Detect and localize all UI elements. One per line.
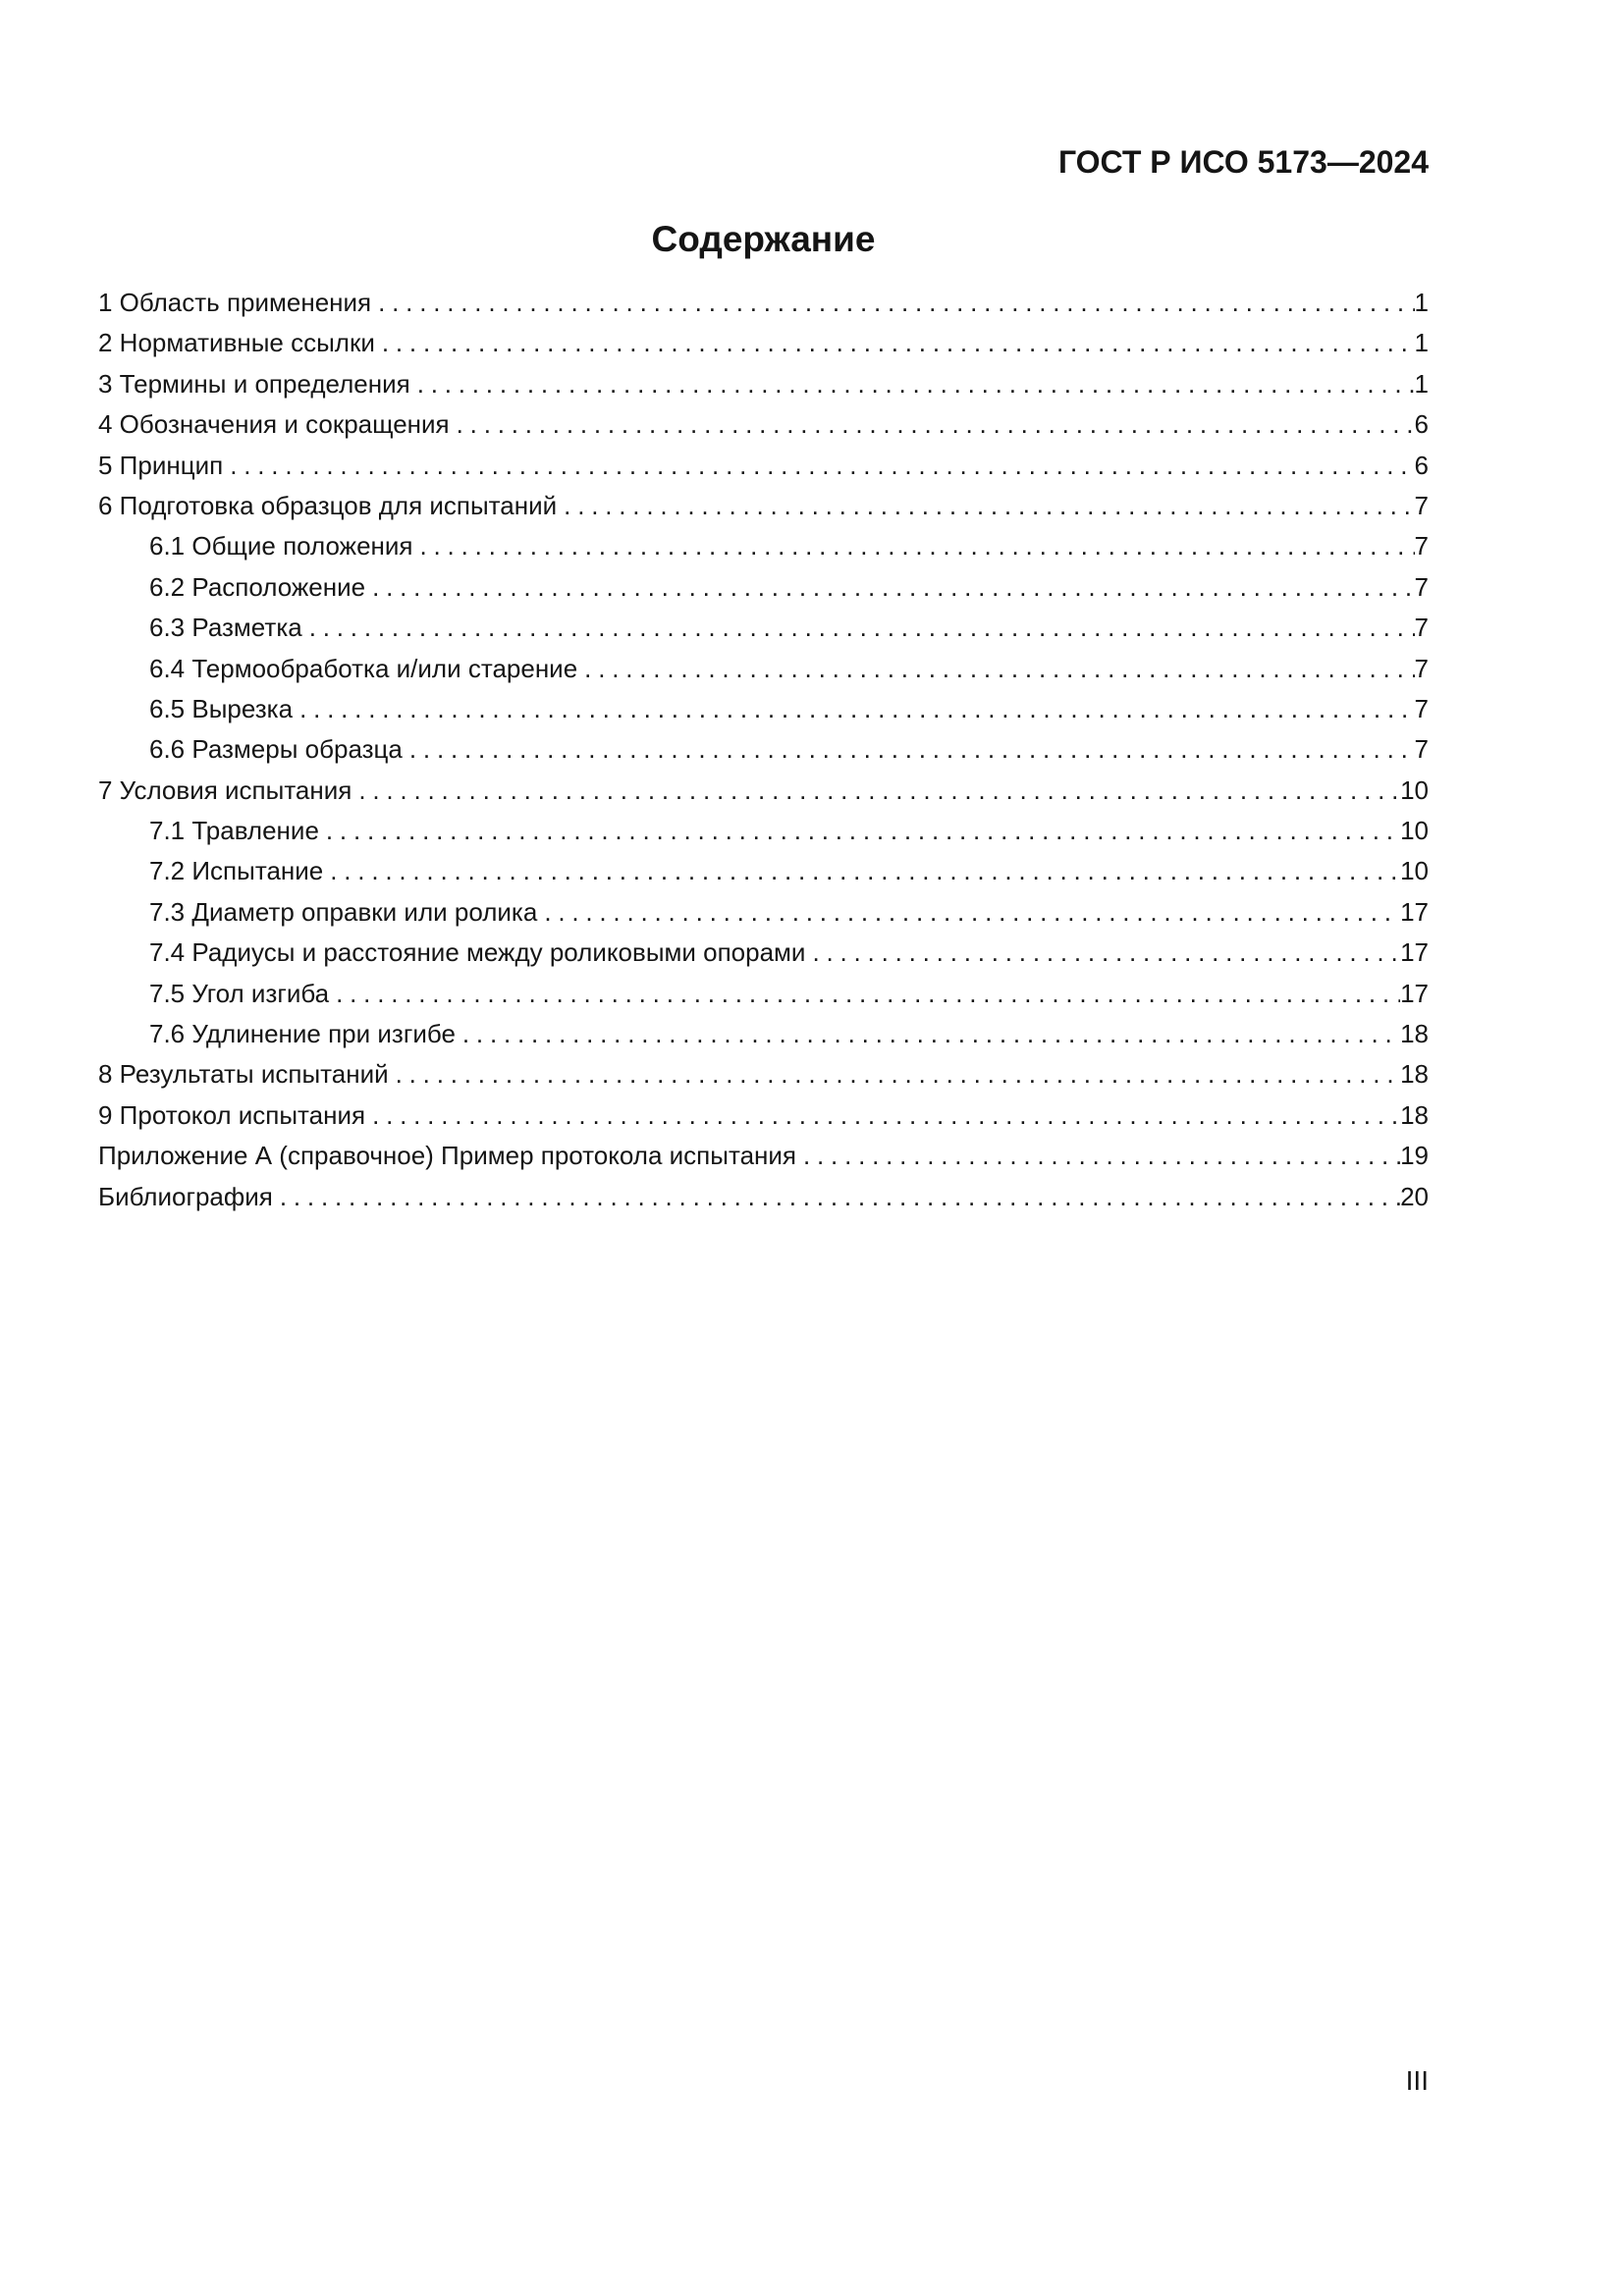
toc-entry xyxy=(98,364,1429,404)
toc-entry-label: 6.1 Общие положения xyxy=(149,531,413,561)
document-header-standard-code: ГОСТ Р ИСО 5173—2024 xyxy=(1057,144,1429,180)
toc-entry xyxy=(98,771,1429,811)
toc-entry-label: 4 Обозначения и сокращения xyxy=(98,409,450,440)
toc-entry-page: 7 xyxy=(1414,653,1429,683)
page-title: Содержание xyxy=(651,219,876,259)
toc-entry-label: 1 Область применения xyxy=(98,288,372,317)
toc-entry-label: 8 Результаты испытаний xyxy=(98,1059,389,1090)
toc-entry-page: 17 xyxy=(1400,896,1429,927)
toc-entry-page: 7 xyxy=(1414,571,1429,602)
toc-entry-label: 6.2 Расположение xyxy=(149,571,366,602)
toc-leader-dots xyxy=(319,811,1400,851)
toc-entry xyxy=(98,892,1429,933)
toc-leader-dots xyxy=(557,486,1414,526)
toc-entry-page: 18 xyxy=(1400,1019,1429,1049)
toc-entry-label: 7.2 Испытание xyxy=(149,856,324,886)
toc-entry-page: 7 xyxy=(1414,734,1429,765)
toc-entry xyxy=(98,608,1429,648)
toc-leader-dots xyxy=(293,689,1414,729)
toc-entry xyxy=(98,729,1429,770)
toc-leader-dots xyxy=(389,1054,1400,1095)
toc-entry-label: 2 Нормативные ссылки xyxy=(98,328,375,358)
toc-entry-label: 7.3 Диаметр оправки или ролика xyxy=(149,896,538,927)
toc-entry-label: 3 Термины и определения xyxy=(98,368,410,399)
toc-leader-dots xyxy=(352,771,1400,811)
toc-entry xyxy=(98,851,1429,891)
toc-entry xyxy=(98,1014,1429,1054)
toc-list xyxy=(98,283,1429,1217)
toc-entry-page: 18 xyxy=(1400,1099,1429,1130)
toc-entry xyxy=(98,649,1429,689)
toc-entry xyxy=(98,283,1429,323)
toc-leader-dots xyxy=(371,283,1414,323)
toc-entry xyxy=(98,526,1429,566)
toc-entry-page: 7 xyxy=(1414,490,1429,520)
toc-entry-label: Библиография xyxy=(98,1181,273,1211)
toc-entry xyxy=(98,1136,1429,1176)
toc-entry-page: 6 xyxy=(1414,409,1429,440)
toc-leader-dots xyxy=(365,567,1414,608)
toc-entry-label: 6.3 Разметка xyxy=(149,613,302,643)
toc-leader-dots xyxy=(577,649,1414,689)
toc-entry-page: 1 xyxy=(1414,288,1429,317)
toc-entry-label: 7.1 Травление xyxy=(149,816,319,846)
toc-entry-label: 6.4 Термообработка и/или старение xyxy=(149,653,578,683)
toc-entry-page: 10 xyxy=(1400,774,1429,805)
page-number: III xyxy=(1405,2065,1429,2096)
toc-leader-dots xyxy=(375,323,1415,363)
toc-leader-dots xyxy=(323,851,1400,891)
toc-entry xyxy=(98,486,1429,526)
toc-entry xyxy=(98,404,1429,445)
toc-leader-dots xyxy=(450,404,1415,445)
toc-entry xyxy=(98,933,1429,973)
toc-entry xyxy=(98,1095,1429,1136)
toc-entry-page: 6 xyxy=(1414,450,1429,480)
toc-leader-dots xyxy=(796,1136,1400,1176)
toc-leader-dots xyxy=(413,526,1415,566)
toc-entry-label: Приложение А (справочное) Пример протокола испытания xyxy=(98,1141,796,1171)
toc-leader-dots xyxy=(223,446,1414,486)
toc-entry-label: 7.6 Удлинение при изгибе xyxy=(149,1019,456,1049)
toc-entry-label: 9 Протокол испытания xyxy=(98,1099,366,1130)
toc-entry-page: 10 xyxy=(1400,816,1429,846)
toc-entry-page: 7 xyxy=(1414,531,1429,561)
toc-entry-page: 10 xyxy=(1400,856,1429,886)
toc-leader-dots xyxy=(456,1014,1400,1054)
toc-entry-page: 20 xyxy=(1400,1181,1429,1211)
toc-leader-dots xyxy=(302,608,1415,648)
toc-entry-page: 19 xyxy=(1400,1141,1429,1171)
toc-entry-label: 6.5 Вырезка xyxy=(149,693,294,723)
toc-leader-dots xyxy=(329,974,1400,1014)
toc-entry xyxy=(98,811,1429,851)
toc-entry-page: 1 xyxy=(1414,328,1429,358)
toc-entry-label: 7.4 Радиусы и расстояние между роликовыми опорами xyxy=(149,937,806,968)
toc-entry-page: 18 xyxy=(1400,1059,1429,1090)
toc-entry-label: 6 Подготовка образцов для испытаний xyxy=(98,490,558,520)
toc-leader-dots xyxy=(273,1177,1400,1217)
toc-entry xyxy=(98,567,1429,608)
toc-entry-page: 17 xyxy=(1400,978,1429,1008)
toc-entry xyxy=(98,1054,1429,1095)
toc-entry-label: 7.5 Угол изгиба xyxy=(149,978,330,1008)
toc-leader-dots xyxy=(365,1095,1400,1136)
toc-entry-label: 6.6 Размеры образца xyxy=(149,734,403,765)
toc-entry xyxy=(98,446,1429,486)
toc-leader-dots xyxy=(805,933,1400,973)
toc-entry-label: 5 Принцип xyxy=(98,450,224,480)
toc-entry xyxy=(98,689,1429,729)
toc-entry-page: 17 xyxy=(1400,937,1429,968)
toc-leader-dots xyxy=(403,729,1415,770)
toc-entry-page: 7 xyxy=(1414,613,1429,643)
toc-entry-label: 7 Условия испытания xyxy=(98,774,352,805)
toc-leader-dots xyxy=(537,892,1400,933)
toc-entry xyxy=(98,323,1429,363)
toc-entry-page: 1 xyxy=(1414,368,1429,399)
toc-leader-dots xyxy=(410,364,1415,404)
toc-entry xyxy=(98,1177,1429,1217)
toc-entry-page: 7 xyxy=(1414,693,1429,723)
toc-entry xyxy=(98,974,1429,1014)
